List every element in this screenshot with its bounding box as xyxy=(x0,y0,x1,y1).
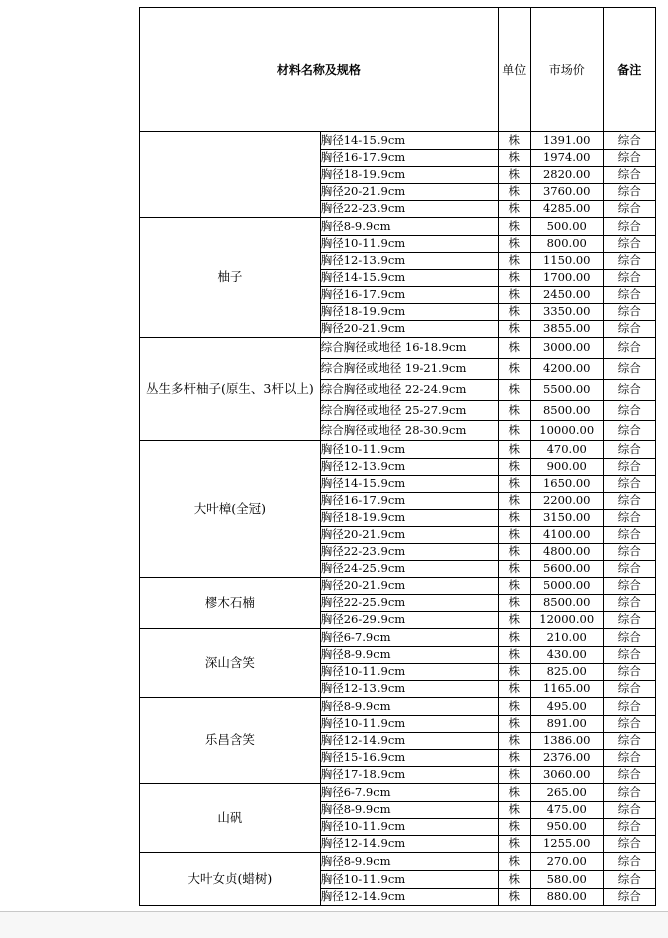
spec-cell: 胸径12-14.9cm xyxy=(320,889,498,906)
unit-cell: 株 xyxy=(498,510,530,527)
table-row xyxy=(140,629,656,647)
price-cell: 580.00 xyxy=(530,871,603,889)
price-cell: 3150.00 xyxy=(530,510,603,527)
unit-cell: 株 xyxy=(498,150,530,167)
spec-cell: 胸径18-19.9cm xyxy=(320,167,498,184)
group-name-cell: 樛木石楠 xyxy=(140,578,321,629)
spec-cell: 胸径8-9.9cm xyxy=(320,853,498,871)
price-cell: 950.00 xyxy=(530,819,603,836)
unit-cell: 株 xyxy=(498,236,530,253)
spec-cell: 综合胸径或地径 16-18.9cm xyxy=(320,338,498,359)
price-cell: 880.00 xyxy=(530,889,603,906)
table-row xyxy=(140,784,656,802)
price-cell: 3350.00 xyxy=(530,304,603,321)
price-cell: 4285.00 xyxy=(530,201,603,218)
unit-cell: 株 xyxy=(498,716,530,733)
note-cell: 综合 xyxy=(603,595,655,612)
note-cell: 综合 xyxy=(603,802,655,819)
spec-cell: 胸径12-13.9cm xyxy=(320,459,498,476)
price-cell: 4100.00 xyxy=(530,527,603,544)
price-cell: 800.00 xyxy=(530,236,603,253)
unit-cell: 株 xyxy=(498,253,530,270)
header-price: 市场价 xyxy=(530,8,603,132)
price-cell: 2820.00 xyxy=(530,167,603,184)
note-cell: 综合 xyxy=(603,321,655,338)
unit-cell: 株 xyxy=(498,698,530,716)
price-cell: 210.00 xyxy=(530,629,603,647)
price-cell: 265.00 xyxy=(530,784,603,802)
unit-cell: 株 xyxy=(498,561,530,578)
note-cell: 综合 xyxy=(603,612,655,629)
price-cell: 1165.00 xyxy=(530,681,603,698)
unit-cell: 株 xyxy=(498,132,530,150)
unit-cell: 株 xyxy=(498,304,530,321)
header-material: 材料名称及规格 xyxy=(140,8,499,132)
note-cell: 综合 xyxy=(603,784,655,802)
unit-cell: 株 xyxy=(498,380,530,401)
unit-cell: 株 xyxy=(498,733,530,750)
table-row xyxy=(140,441,656,459)
price-cell: 1150.00 xyxy=(530,253,603,270)
price-cell: 3760.00 xyxy=(530,184,603,201)
header-row xyxy=(140,8,656,132)
table-row xyxy=(140,853,656,871)
spec-cell: 胸径12-13.9cm xyxy=(320,681,498,698)
unit-cell: 株 xyxy=(498,681,530,698)
price-cell: 475.00 xyxy=(530,802,603,819)
price-cell: 825.00 xyxy=(530,664,603,681)
group-name-cell: 乐昌含笑 xyxy=(140,698,321,784)
spec-cell: 胸径12-14.9cm xyxy=(320,836,498,853)
unit-cell: 株 xyxy=(498,664,530,681)
unit-cell: 株 xyxy=(498,321,530,338)
price-cell: 1974.00 xyxy=(530,150,603,167)
spec-cell: 胸径12-13.9cm xyxy=(320,253,498,270)
price-cell: 891.00 xyxy=(530,716,603,733)
spec-cell: 胸径10-11.9cm xyxy=(320,716,498,733)
note-cell: 综合 xyxy=(603,510,655,527)
spec-cell: 胸径14-15.9cm xyxy=(320,476,498,493)
note-cell: 综合 xyxy=(603,527,655,544)
spec-cell: 胸径22-23.9cm xyxy=(320,201,498,218)
spec-cell: 胸径20-21.9cm xyxy=(320,184,498,201)
table-row xyxy=(140,578,656,595)
spec-cell: 胸径8-9.9cm xyxy=(320,647,498,664)
unit-cell: 株 xyxy=(498,401,530,421)
note-cell: 综合 xyxy=(603,132,655,150)
unit-cell: 株 xyxy=(498,167,530,184)
note-cell: 综合 xyxy=(603,647,655,664)
note-cell: 综合 xyxy=(603,201,655,218)
spec-cell: 综合胸径或地径 25-27.9cm xyxy=(320,401,498,421)
group-name-cell: 大叶女贞(蜡树) xyxy=(140,853,321,906)
unit-cell: 株 xyxy=(498,889,530,906)
spec-cell: 胸径10-11.9cm xyxy=(320,441,498,459)
price-cell: 470.00 xyxy=(530,441,603,459)
price-cell: 270.00 xyxy=(530,853,603,871)
spec-cell: 胸径10-11.9cm xyxy=(320,871,498,889)
spec-cell: 胸径18-19.9cm xyxy=(320,510,498,527)
note-cell: 综合 xyxy=(603,236,655,253)
note-cell: 综合 xyxy=(603,698,655,716)
unit-cell: 株 xyxy=(498,767,530,784)
spec-cell: 胸径20-21.9cm xyxy=(320,527,498,544)
header-unit: 单位 xyxy=(498,8,530,132)
unit-cell: 株 xyxy=(498,871,530,889)
unit-cell: 株 xyxy=(498,459,530,476)
spec-cell: 综合胸径或地径 19-21.9cm xyxy=(320,359,498,380)
price-table xyxy=(139,7,656,906)
spec-cell: 胸径16-17.9cm xyxy=(320,150,498,167)
group-name-cell: 大叶樟(全冠) xyxy=(140,441,321,578)
unit-cell: 株 xyxy=(498,853,530,871)
price-cell: 2450.00 xyxy=(530,287,603,304)
note-cell: 综合 xyxy=(603,871,655,889)
price-cell: 2376.00 xyxy=(530,750,603,767)
note-cell: 综合 xyxy=(603,459,655,476)
unit-cell: 株 xyxy=(498,819,530,836)
price-cell: 4200.00 xyxy=(530,359,603,380)
unit-cell: 株 xyxy=(498,595,530,612)
unit-cell: 株 xyxy=(498,527,530,544)
spec-cell: 胸径6-7.9cm xyxy=(320,629,498,647)
spec-cell: 胸径22-25.9cm xyxy=(320,595,498,612)
note-cell: 综合 xyxy=(603,889,655,906)
unit-cell: 株 xyxy=(498,184,530,201)
price-cell: 1700.00 xyxy=(530,270,603,287)
group-name-cell: 柚子 xyxy=(140,218,321,338)
unit-cell: 株 xyxy=(498,544,530,561)
unit-cell: 株 xyxy=(498,218,530,236)
price-cell: 1391.00 xyxy=(530,132,603,150)
note-cell: 综合 xyxy=(603,493,655,510)
note-cell: 综合 xyxy=(603,253,655,270)
unit-cell: 株 xyxy=(498,493,530,510)
spec-cell: 胸径15-16.9cm xyxy=(320,750,498,767)
note-cell: 综合 xyxy=(603,853,655,871)
table-row xyxy=(140,132,656,150)
spec-cell: 胸径12-14.9cm xyxy=(320,733,498,750)
header-note: 备注 xyxy=(603,8,655,132)
spec-cell: 胸径22-23.9cm xyxy=(320,544,498,561)
unit-cell: 株 xyxy=(498,647,530,664)
group-name-cell: 山矾 xyxy=(140,784,321,853)
spec-cell: 胸径10-11.9cm xyxy=(320,819,498,836)
note-cell: 综合 xyxy=(603,476,655,493)
note-cell: 综合 xyxy=(603,184,655,201)
note-cell: 综合 xyxy=(603,767,655,784)
price-cell: 3000.00 xyxy=(530,338,603,359)
spec-cell: 胸径8-9.9cm xyxy=(320,802,498,819)
group-name-cell xyxy=(140,132,321,218)
spec-cell: 胸径20-21.9cm xyxy=(320,321,498,338)
spec-cell: 胸径17-18.9cm xyxy=(320,767,498,784)
unit-cell: 株 xyxy=(498,612,530,629)
spec-cell: 胸径8-9.9cm xyxy=(320,218,498,236)
unit-cell: 株 xyxy=(498,338,530,359)
note-cell: 综合 xyxy=(603,338,655,359)
note-cell: 综合 xyxy=(603,150,655,167)
spec-cell: 胸径20-21.9cm xyxy=(320,578,498,595)
price-cell: 12000.00 xyxy=(530,612,603,629)
group-name-cell: 丛生多杆柚子(原生、3杆以上) xyxy=(140,338,321,441)
note-cell: 综合 xyxy=(603,681,655,698)
note-cell: 综合 xyxy=(603,304,655,321)
note-cell: 综合 xyxy=(603,287,655,304)
spec-cell: 综合胸径或地径 28-30.9cm xyxy=(320,421,498,441)
price-cell: 500.00 xyxy=(530,218,603,236)
table-row xyxy=(140,698,656,716)
unit-cell: 株 xyxy=(498,270,530,287)
note-cell: 综合 xyxy=(603,629,655,647)
price-cell: 2200.00 xyxy=(530,493,603,510)
unit-cell: 株 xyxy=(498,421,530,441)
note-cell: 综合 xyxy=(603,380,655,401)
price-cell: 5000.00 xyxy=(530,578,603,595)
price-cell: 3855.00 xyxy=(530,321,603,338)
note-cell: 综合 xyxy=(603,218,655,236)
spec-cell: 胸径10-11.9cm xyxy=(320,236,498,253)
note-cell: 综合 xyxy=(603,544,655,561)
price-cell: 430.00 xyxy=(530,647,603,664)
note-cell: 综合 xyxy=(603,750,655,767)
unit-cell: 株 xyxy=(498,784,530,802)
price-cell: 1255.00 xyxy=(530,836,603,853)
price-cell: 1386.00 xyxy=(530,733,603,750)
spec-cell: 胸径8-9.9cm xyxy=(320,698,498,716)
note-cell: 综合 xyxy=(603,578,655,595)
unit-cell: 株 xyxy=(498,629,530,647)
note-cell: 综合 xyxy=(603,819,655,836)
spec-cell: 胸径16-17.9cm xyxy=(320,287,498,304)
spec-cell: 胸径24-25.9cm xyxy=(320,561,498,578)
price-cell: 4800.00 xyxy=(530,544,603,561)
unit-cell: 株 xyxy=(498,802,530,819)
note-cell: 综合 xyxy=(603,664,655,681)
price-cell: 495.00 xyxy=(530,698,603,716)
price-cell: 1650.00 xyxy=(530,476,603,493)
note-cell: 综合 xyxy=(603,716,655,733)
spec-cell: 胸径16-17.9cm xyxy=(320,493,498,510)
price-cell: 5600.00 xyxy=(530,561,603,578)
spec-cell: 综合胸径或地径 22-24.9cm xyxy=(320,380,498,401)
price-cell: 10000.00 xyxy=(530,421,603,441)
note-cell: 综合 xyxy=(603,561,655,578)
note-cell: 综合 xyxy=(603,167,655,184)
note-cell: 综合 xyxy=(603,836,655,853)
note-cell: 综合 xyxy=(603,441,655,459)
note-cell: 综合 xyxy=(603,270,655,287)
note-cell: 综合 xyxy=(603,733,655,750)
note-cell: 综合 xyxy=(603,401,655,421)
note-cell: 综合 xyxy=(603,359,655,380)
note-cell: 综合 xyxy=(603,421,655,441)
unit-cell: 株 xyxy=(498,836,530,853)
spec-cell: 胸径26-29.9cm xyxy=(320,612,498,629)
price-cell: 5500.00 xyxy=(530,380,603,401)
price-cell: 900.00 xyxy=(530,459,603,476)
unit-cell: 株 xyxy=(498,287,530,304)
spec-cell: 胸径14-15.9cm xyxy=(320,270,498,287)
spec-cell: 胸径6-7.9cm xyxy=(320,784,498,802)
price-cell: 3060.00 xyxy=(530,767,603,784)
price-cell: 8500.00 xyxy=(530,401,603,421)
spec-cell: 胸径10-11.9cm xyxy=(320,664,498,681)
page-bottom-margin xyxy=(0,912,668,938)
table-row xyxy=(140,218,656,236)
unit-cell: 株 xyxy=(498,441,530,459)
spec-cell: 胸径14-15.9cm xyxy=(320,132,498,150)
spec-cell: 胸径18-19.9cm xyxy=(320,304,498,321)
table-row xyxy=(140,338,656,359)
unit-cell: 株 xyxy=(498,359,530,380)
price-cell: 8500.00 xyxy=(530,595,603,612)
unit-cell: 株 xyxy=(498,476,530,493)
group-name-cell: 深山含笑 xyxy=(140,629,321,698)
unit-cell: 株 xyxy=(498,750,530,767)
unit-cell: 株 xyxy=(498,201,530,218)
unit-cell: 株 xyxy=(498,578,530,595)
